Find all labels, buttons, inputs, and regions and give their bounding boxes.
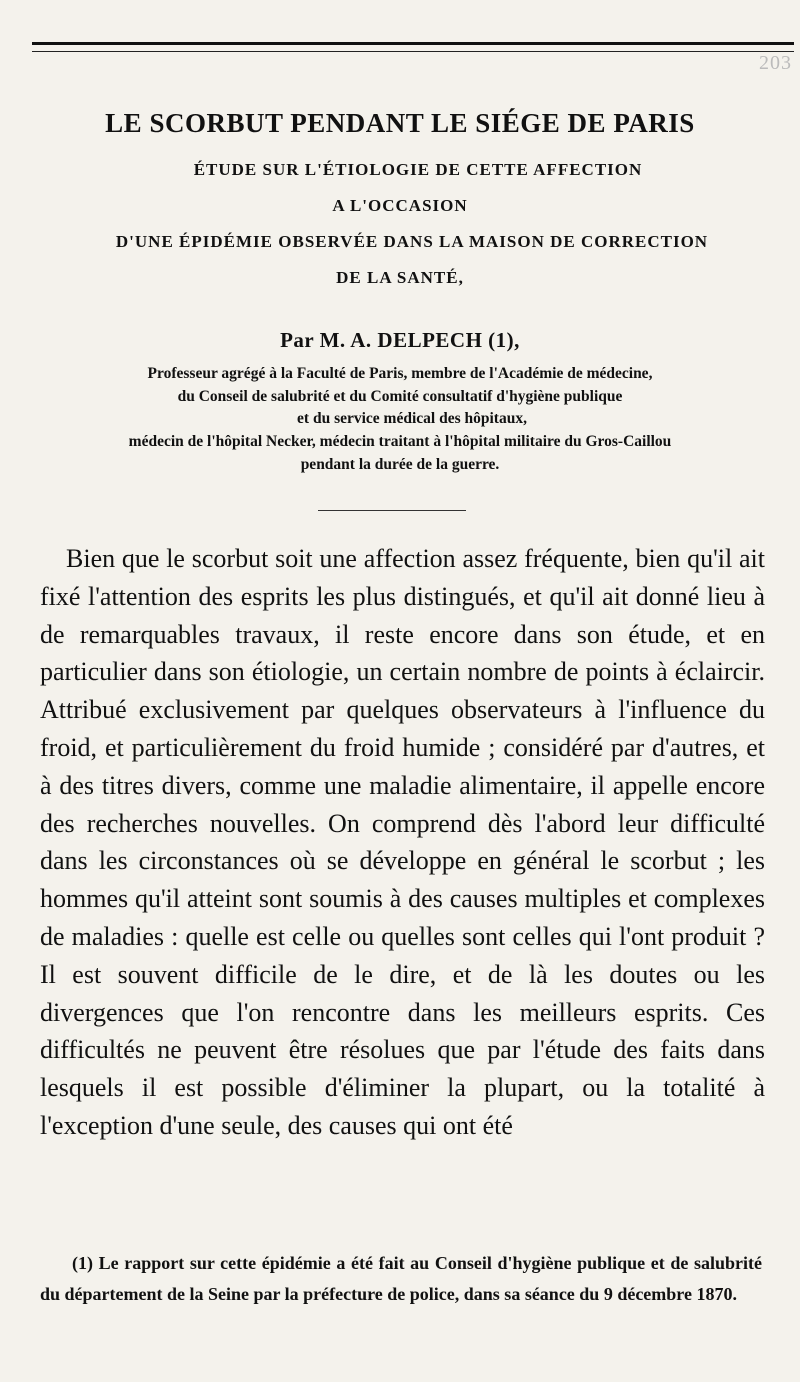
subtitle-line-4: DE LA SANTÉ, <box>336 268 464 287</box>
subtitle-line-1: ÉTUDE SUR L'ÉTIOLOGIE DE CETTE AFFECTION <box>193 160 643 179</box>
credential-line-2: du Conseil de salubrité et du Comité consultatif d'hygiène publique <box>177 388 623 405</box>
article-title: LE SCORBUT PENDANT LE SIÉGE DE PARIS <box>105 108 695 138</box>
header-rule-thin <box>32 51 794 52</box>
section-divider <box>318 510 466 511</box>
credential-line-4: médecin de l'hôpital Necker, médecin traitant à l'hôpital militaire du Gros-Caillou <box>128 433 672 450</box>
page-number: 203 <box>759 52 792 74</box>
credential-line-3: et du service médical des hôpitaux, <box>297 410 527 427</box>
credential-line-5: pendant la durée de la guerre. <box>300 456 500 473</box>
header-rule-thick <box>32 42 794 45</box>
footnote: (1) Le rapport sur cette épidémie a été fait au Conseil d'hygiène publique et de salubrité du département de la Seine par la préfecture de police, dans sa séance du 9 décembre 1870. <box>40 1253 762 1304</box>
body-paragraph: Bien que le scorbut soit une affection assez fréquente, bien qu'il ait fixé l'attention des esprits les plus distingués, et qu'il ait donné lieu à de remarquables travaux, il reste encore dans son étude, et en particulier dans son étiologie, un certain nombre de points à éclaircir. Attribué exclusivement par quelques observateurs à l'influence du froid, et particulièrement du froid humide ; considéré par d'autres, et à des titres divers, comme une maladie alimentaire, il appelle encore des recherches nouvelles. On comprend dès l'abord leur difficulté dans les circonstances où se développe en général le scorbut ; les hommes qu'il atteint sont soumis à des causes multiples et complexes de maladies : quelle est celle ou quelles sont celles qui l'ont produit ? Il est souvent difficile de le dire, et de là les doutes ou les divergences que l'on rencontre dans les meilleurs esprits. Ces difficultés ne peuvent être résolues que par l'étude des faits dans lesquels il est possible d'éliminer la plupart, ou la totalité à l'exception d'une seule, des causes qui ont été <box>40 544 765 1140</box>
subtitle-line-2: A L'OCCASION <box>332 196 468 215</box>
credential-line-1: Professeur agrégé à la Faculté de Paris, membre de l'Académie de médecine, <box>147 365 653 382</box>
author-line: Par M. A. DELPECH (1), <box>280 328 520 352</box>
subtitle-line-3: D'UNE ÉPIDÉMIE OBSERVÉE DANS LA MAISON DE CORRECTION <box>115 232 709 251</box>
